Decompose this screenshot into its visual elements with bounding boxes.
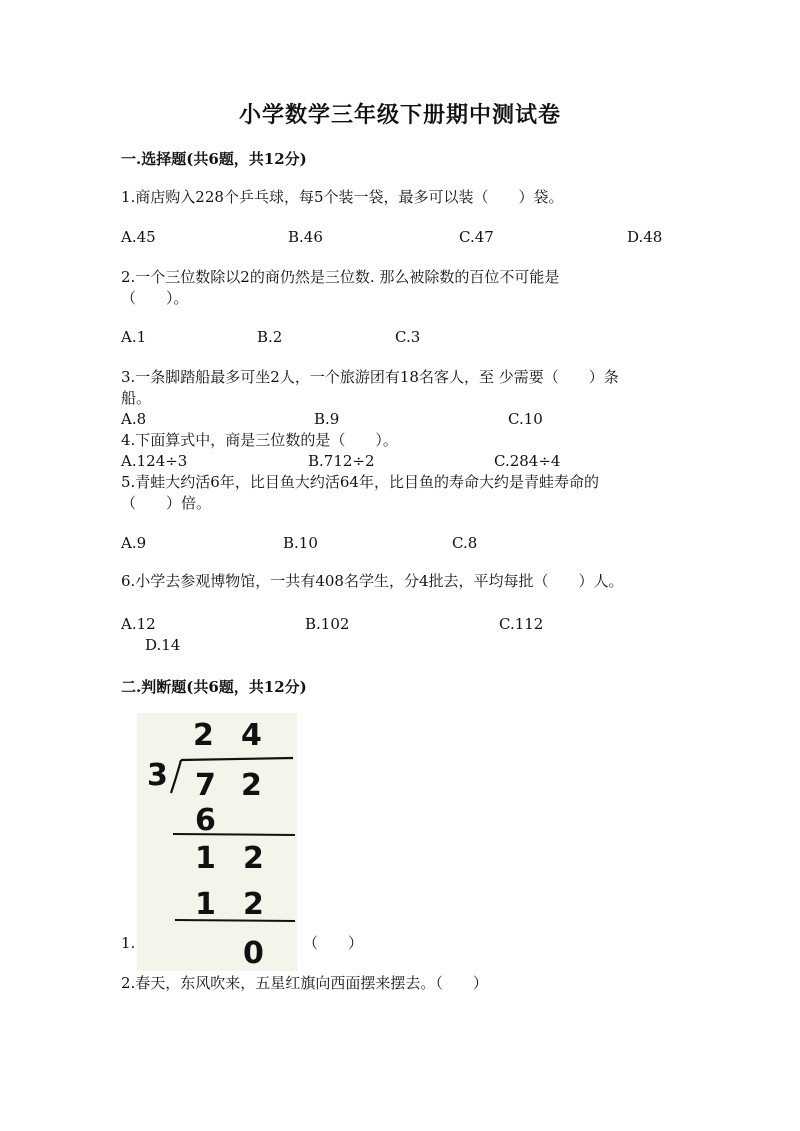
q3-option-c: C.10 — [508, 410, 543, 428]
judgement-1-blank: （ ） — [303, 934, 364, 952]
q6-option-a: A.12 — [121, 615, 156, 633]
question-5-line2: （ ）倍。 — [121, 494, 212, 512]
result-digit: 0 — [243, 936, 264, 971]
step1-digit: 6 — [195, 803, 216, 838]
division-line-2 — [175, 920, 295, 921]
q1-option-c: C.47 — [459, 228, 494, 246]
q4-option-b: B.712÷2 — [308, 452, 375, 470]
step2-digit-2: 2 — [243, 887, 264, 922]
section-heading-choice: 一.选择题(共6题，共12分) — [121, 150, 307, 168]
remainder1-digit-2: 2 — [243, 841, 264, 876]
q6-option-d: D.14 — [145, 636, 181, 654]
page-title: 小学数学三年级下册期中测试卷 — [238, 102, 561, 128]
question-2-line2: （ ）。 — [121, 289, 189, 307]
q5-option-a: A.9 — [121, 534, 147, 552]
long-division-image — [137, 713, 297, 971]
q2-option-b: B.2 — [257, 328, 283, 346]
q4-option-a: A.124÷3 — [121, 452, 188, 470]
q4-option-c: C.284÷4 — [494, 452, 561, 470]
quotient-digit-1: 2 — [193, 718, 214, 753]
division-bracket-curve — [171, 760, 181, 793]
division-line-1 — [173, 834, 295, 835]
divisor-digit: 3 — [147, 758, 168, 793]
question-3-line2: 船。 — [121, 389, 152, 407]
q6-option-b: B.102 — [305, 615, 350, 633]
question-4-text: 4.下面算式中，商是三位数的是（ ）。 — [121, 431, 398, 449]
q1-option-b: B.46 — [288, 228, 323, 246]
quotient-digit-2: 4 — [241, 718, 262, 753]
q5-option-b: B.10 — [283, 534, 318, 552]
dividend-digit-2: 2 — [241, 768, 262, 803]
judgement-1-number: 1. — [121, 934, 136, 952]
q1-option-d: D.48 — [627, 228, 663, 246]
dividend-digit-1: 7 — [195, 768, 216, 803]
step2-digit-1: 1 — [195, 887, 216, 922]
q6-option-c: C.112 — [499, 615, 544, 633]
question-3-line1: 3.一条脚踏船最多可坐2人，一个旅游团有18名客人，至 少需要（ ）条 — [121, 368, 619, 386]
question-6-text: 6.小学去参观博物馆，一共有408名学生，分4批去，平均每批（ ）人。 — [121, 572, 624, 590]
q1-option-a: A.45 — [121, 228, 156, 246]
question-1-text: 1.商店购入228个乒乓球，每5个装一袋，最多可以装（ ）袋。 — [121, 188, 564, 206]
judgement-2-text: 2.春天，东风吹来，五星红旗向西面摆来摆去。（ ） — [121, 974, 488, 992]
division-bracket-top — [181, 758, 293, 760]
remainder1-digit-1: 1 — [195, 841, 216, 876]
q5-option-c: C.8 — [452, 534, 478, 552]
question-2-line1: 2.一个三位数除以2的商仍然是三位数. 那么被除数的百位不可能是 — [121, 268, 560, 286]
q2-option-c: C.3 — [395, 328, 421, 346]
q3-option-b: B.9 — [314, 410, 340, 428]
q3-option-a: A.8 — [121, 410, 147, 428]
section-heading-judgement: 二.判断题(共6题，共12分) — [121, 678, 307, 696]
question-5-line1: 5.青蛙大约活6年，比目鱼大约活64年，比目鱼的寿命大约是青蛙寿命的 — [121, 473, 599, 491]
q2-option-a: A.1 — [121, 328, 147, 346]
